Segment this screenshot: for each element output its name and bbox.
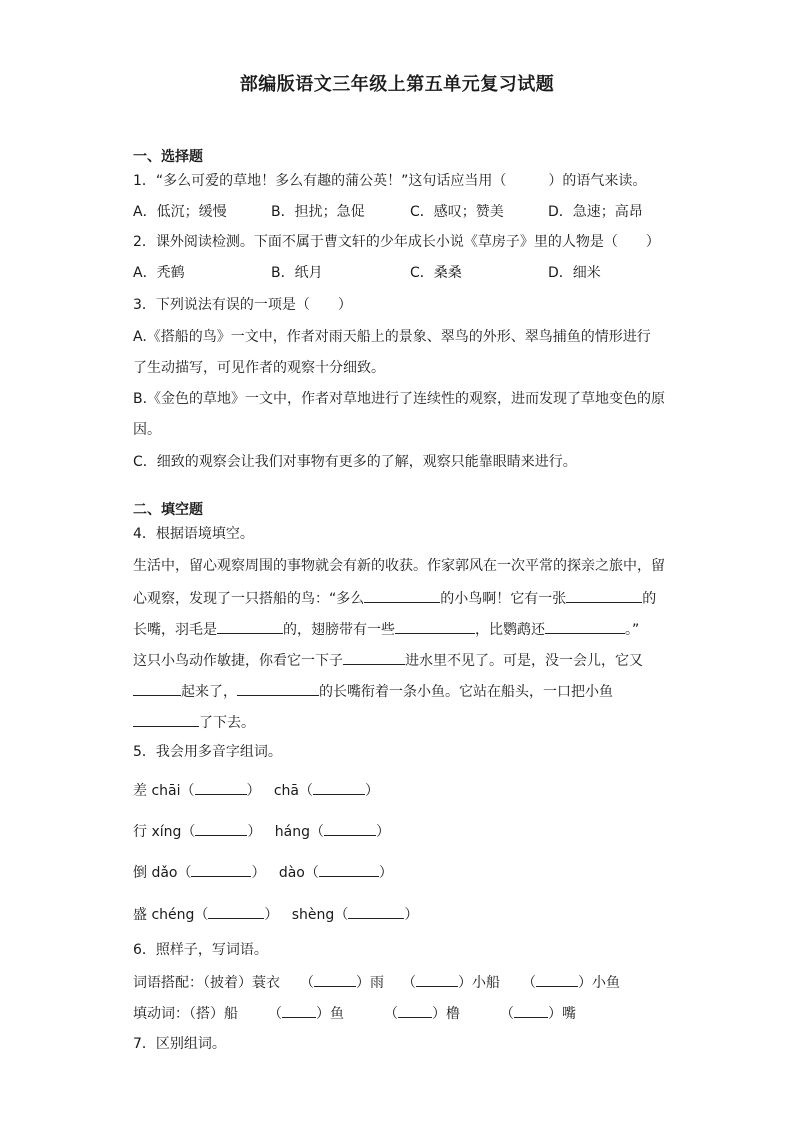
- q5-row-1: 差 chāi（ ） chā（ ）: [133, 780, 379, 800]
- q6-blank[interactable]: [416, 972, 458, 987]
- q5-blank[interactable]: [348, 904, 404, 919]
- q3-option-b-line1: B.《金色的草地》一文中，作者对草地进行了连续性的观察，进而发现了草地变色的原: [133, 391, 666, 407]
- q5-blank[interactable]: [195, 780, 247, 795]
- q6-item: ）小船: [458, 975, 500, 991]
- q5-pinyin: xíng: [151, 824, 182, 840]
- q5-pinyin: dǎo: [151, 865, 178, 881]
- q6-blank[interactable]: [536, 972, 578, 987]
- q5-blank[interactable]: [319, 862, 379, 877]
- q4-passage-line6: [133, 712, 255, 732]
- q4-text: ，比鹦鹉还: [475, 622, 545, 638]
- q4-text: 长嘴，羽毛是: [133, 622, 217, 638]
- q4-text: 这只小鸟动作敏捷，你看它一下子: [133, 653, 343, 669]
- q4-text: 了下去。: [199, 715, 255, 731]
- q5-pinyin: háng: [274, 824, 310, 840]
- q5-pinyin: shèng: [291, 907, 335, 923]
- q4-blank-8[interactable]: [237, 681, 319, 696]
- q4-blank-5[interactable]: [545, 619, 625, 634]
- q4-text: 进水里不见了。可是，没一会儿，它又: [405, 653, 643, 669]
- q6-example: 填动词：（搭）船: [133, 1006, 238, 1022]
- question-2-stem: 2．课外阅读检测。下面不属于曹文轩的少年成长小说《草房子》里的人物是（ ）: [133, 234, 660, 250]
- q4-passage-line2: [133, 588, 656, 608]
- q6-example: 词语搭配：（披着）蓑衣: [133, 975, 280, 991]
- q1-option-a: A．低沉；缓慢: [133, 204, 227, 220]
- question-3-stem: 3．下列说法有误的一项是（ ）: [133, 297, 352, 313]
- q5-row-2: 行 xíng（ ） háng（ ）: [133, 821, 390, 841]
- q3-option-a-line2: 了生动描写，可见作者的观察十分细致。: [133, 360, 385, 376]
- q5-char: 行: [133, 824, 147, 840]
- q5-pinyin: dào: [278, 865, 305, 881]
- q4-blank-4[interactable]: [395, 619, 475, 634]
- q3-option-b-line2: 因。: [133, 422, 161, 438]
- page-title: 部编版语文三年级上第五单元复习试题: [239, 74, 555, 95]
- question-7-stem: 7．区别组词。: [133, 1036, 226, 1052]
- q2-option-b: B．纸月: [271, 265, 323, 281]
- q5-row-4: 盛 chéng（ ） shèng（ ）: [133, 904, 418, 924]
- q4-text: 。”: [625, 622, 640, 638]
- q4-text: 起来了，: [181, 684, 237, 700]
- question-6-stem: 6．照样子，写词语。: [133, 942, 268, 958]
- q4-blank-3[interactable]: [217, 619, 283, 634]
- q5-pinyin: chā: [273, 783, 300, 799]
- q6-blank[interactable]: [398, 1003, 432, 1018]
- q1-option-b: B．担扰；急促: [271, 204, 365, 220]
- q6-blank[interactable]: [314, 972, 356, 987]
- q5-pinyin: chāi: [151, 783, 181, 799]
- q6-blank[interactable]: [282, 1003, 316, 1018]
- q4-blank-7[interactable]: [133, 681, 181, 696]
- q6-item: ）小鱼: [578, 975, 620, 991]
- q4-passage-line3: [133, 619, 639, 639]
- q4-text: 的小鸟啊！它有一张: [440, 591, 567, 607]
- q4-text: 的: [642, 591, 657, 607]
- q5-blank[interactable]: [313, 780, 365, 795]
- q4-blank-1[interactable]: [364, 588, 440, 603]
- q6-row-2: 填动词：（搭）船 （ ）鱼 （ ）橹 （ ）嘴: [133, 1003, 576, 1023]
- q5-char: 倒: [133, 865, 147, 881]
- q4-blank-2[interactable]: [566, 588, 642, 603]
- section-heading-fill: 二、填空题: [133, 502, 203, 518]
- q5-blank[interactable]: [324, 821, 376, 836]
- q5-row-3: 倒 dǎo（ ） dào（ ）: [133, 862, 393, 882]
- q2-option-c: C．桑桑: [410, 265, 462, 281]
- q6-item: ）雨: [356, 975, 384, 991]
- q4-passage-line5: [133, 681, 613, 701]
- q4-blank-6[interactable]: [343, 650, 405, 665]
- section-heading-choice: 一、选择题: [133, 149, 203, 165]
- q1-option-d: D．急速；高昂: [548, 204, 643, 220]
- q5-blank[interactable]: [195, 821, 247, 836]
- q5-char: 差: [133, 783, 147, 799]
- q4-text: 心观察，发现了一只搭船的鸟：“多么: [133, 591, 365, 607]
- q4-text: 的，翅膀带有一些: [283, 622, 395, 638]
- q5-blank[interactable]: [208, 904, 264, 919]
- q2-option-a: A．秃鹤: [133, 265, 185, 281]
- q6-row-1: 词语搭配：（披着）蓑衣 （ ）雨 （ ）小船 （ ）小鱼: [133, 972, 620, 992]
- q6-item: ）鱼: [316, 1006, 344, 1022]
- q4-passage-line4: [133, 650, 643, 670]
- q4-blank-9[interactable]: [133, 712, 199, 727]
- q6-item: ）嘴: [548, 1006, 576, 1022]
- q6-item: ）橹: [432, 1006, 460, 1022]
- q5-char: 盛: [133, 907, 147, 923]
- q5-blank[interactable]: [191, 862, 251, 877]
- q3-option-a-line1: A.《搭船的鸟》一文中，作者对雨天船上的景象、翠鸟的外形、翠鸟捕鱼的情形进行: [133, 329, 651, 345]
- q6-blank[interactable]: [514, 1003, 548, 1018]
- q3-option-c: C．细致的观察会让我们对事物有更多的了解，观察只能靠眼睛来进行。: [133, 454, 577, 470]
- question-1-stem: 1．“多么可爱的草地！多么有趣的蒲公英！”这句话应当用（ ）的语气来读。: [133, 173, 647, 189]
- question-4-stem: 4．根据语境填空。: [133, 526, 254, 542]
- question-5-stem: 5．我会用多音字组词。: [133, 744, 282, 760]
- q5-pinyin: chéng: [151, 907, 195, 923]
- q4-text: 的长嘴衔着一条小鱼。它站在船头，一口把小鱼: [319, 684, 613, 700]
- q1-option-c: C．感叹；赞美: [410, 204, 504, 220]
- q4-passage-line1: 生活中，留心观察周围的事物就会有新的收获。作家郭风在一次平常的探亲之旅中，留: [133, 558, 665, 574]
- q2-option-d: D．细米: [548, 265, 601, 281]
